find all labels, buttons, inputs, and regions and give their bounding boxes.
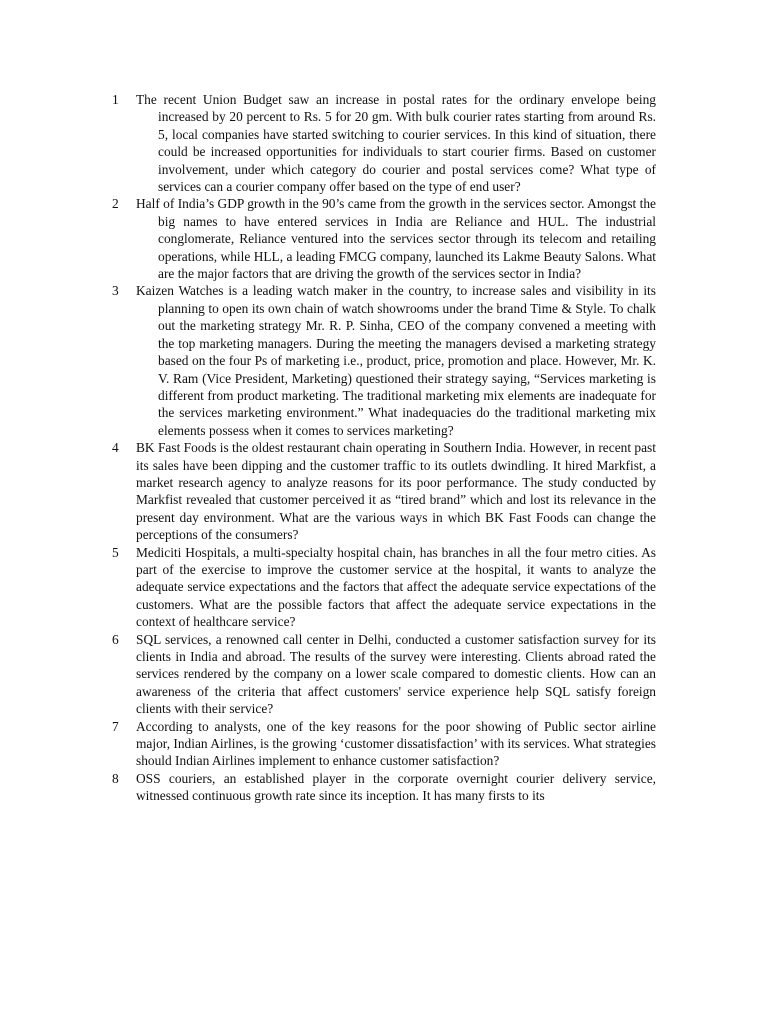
question-item — [112, 91, 656, 195]
question-text: Half of India’s GDP growth in the 90’s came from the growth in the services sector. Amongst the big names to have entered services in India are Reliance and HUL. The industrial conglomerate, Reliance ventured into the services sector through its telecom and retailing operations, while HLL, a leading FMCG company, launched its Lakme Beauty Salons. What are the major factors that are driving the growth of the services sector in India? — [136, 196, 656, 282]
question-text: BK Fast Foods is the oldest restaurant chain operating in Southern India. However, in recent past its sales have been dipping and the customer traffic to its outlets dwindling. It hired Markfist, a market research agency to analyze reasons for its poor performance. The study conducted by Markfist revealed that customer perceived it as “tired brand” which and lost its relevance in the present day environment. What are the various ways in which BK Fast Foods can change the perceptions of the consumers? — [136, 440, 656, 543]
question-number: 5 — [112, 544, 119, 560]
question-text: Kaizen Watches is a leading watch maker in the country, to increase sales and visibility in its planning to open its own chain of watch showrooms under the brand Time & Style. To chalk out the marketing strategy Mr. R. P. Sinha, CEO of the company convened a meeting with the top marketing managers. During the meeting the managers devised a marketing strategy based on the four Ps of marketing i.e., product, price, promotion and place. However, Mr. K. V. Ram (Vice President, Marketing) questioned their strategy saying, “Services marketing is different from product marketing. The traditional marketing mix elements are inadequate for the services marketing environment.” What inadequacies do the traditional marketing mix elements possess when it comes to services marketing? — [136, 283, 656, 438]
question-item — [112, 282, 656, 439]
question-item — [112, 439, 656, 543]
question-number: 7 — [112, 718, 119, 734]
question-text: SQL services, a renowned call center in Delhi, conducted a customer satisfaction survey for its clients in India and abroad. The results of the survey were interesting. Clients abroad rated the services rendered by the company on a lower scale compared to domestic clients. How can an awareness of the criteria that affect customers' service experience help SQL satisfy foreign clients with their service? — [136, 631, 656, 717]
question-number: 6 — [112, 631, 119, 647]
question-text: OSS couriers, an established player in the corporate overnight courier delivery service, witnessed continuous growth rate since its inception. It has many firsts to its — [136, 770, 656, 804]
question-number: 3 — [112, 283, 119, 299]
question-item — [112, 544, 656, 631]
question-item — [112, 195, 656, 282]
question-item — [112, 718, 656, 770]
question-number: 4 — [112, 440, 119, 456]
question-list — [112, 91, 656, 805]
question-text: The recent Union Budget saw an increase in postal rates for the ordinary envelope being increased by 20 percent to Rs. 5 for 20 gm. With bulk courier rates starting from around Rs. 5, local companies have started switching to courier services. In this kind of situation, there could be increased opportunities for individuals to start courier firms. Based on customer involvement, under which category do courier and postal services come? What type of services can a courier company offer based on the type of end user? — [136, 92, 656, 195]
question-number: 2 — [112, 196, 119, 212]
question-item — [112, 631, 656, 718]
question-number: 1 — [112, 92, 119, 107]
question-number: 8 — [112, 770, 119, 786]
question-text: Mediciti Hospitals, a multi-specialty hospital chain, has branches in all the four metro cities. As part of the exercise to improve the customer service at the hospital, it wants to analyze the adequate service expectations and the factors that affect the adequate service expectations of the customers. What are the possible factors that affect the adequate service expectations in the context of healthcare service? — [136, 544, 656, 630]
question-item — [112, 770, 656, 805]
question-text: According to analysts, one of the key reasons for the poor showing of Public sector airline major, Indian Airlines, is the growing ‘customer dissatisfaction’ with its services. What strategies should Indian Airlines implement to enhance customer satisfaction? — [136, 718, 656, 769]
